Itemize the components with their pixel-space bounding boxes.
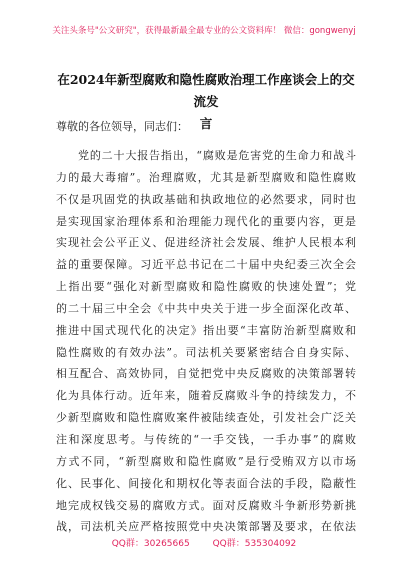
qq-group-2: QQ群：535304092: [212, 539, 297, 549]
body-line: 的二十届三中全会《中共中央关于进一步全面深化改革、: [56, 301, 356, 315]
qq-group-1: QQ群：30265665: [111, 539, 190, 549]
body-line: 是实现国家治理体系和治理能力现代化的重要内容，更是: [56, 214, 356, 228]
title-line: 言: [199, 116, 213, 131]
salutation: 尊敬的各位领导，同志们：: [56, 120, 188, 133]
body-text: [56, 145, 356, 555]
body-line: 少新型腐败和隐性腐败案件被陆续查处，引发社会广泛关: [56, 411, 356, 425]
body-line: 战，司法机关应严格按照党中央决策部署及要求，在依法: [56, 520, 356, 534]
body-line: 党的二十大报告指出，“腐败是危害党的生命力和战斗: [78, 149, 356, 162]
body-line: 力的最大毒瘤”。治理腐败，尤其是新型腐败和隐性腐败: [56, 170, 356, 184]
body-line: 隐性腐败的有效办法”。司法机关要紧密结合自身实际、: [56, 345, 356, 359]
body-line: 注和深度思考。与传统的“一手交钱，一手办事”的腐败: [56, 432, 356, 446]
body-line: 化、民事化、间接化和期权化等表面合法的手段，隐蔽性: [56, 476, 356, 490]
body-line: 不仅是巩固党的执政基础和执政地位的必然要求，同时也: [56, 192, 356, 206]
body-line: 地完成权钱交易的腐败方式。面对反腐败斗争新形势新挑: [56, 498, 356, 512]
body-line: 实现社会公平正义、促进经济社会发展、维护人民根本利: [56, 236, 356, 250]
body-line: 化为具体行动。近年来，随着反腐败斗争的持续发力，不: [56, 389, 356, 403]
title-line: 在2024年新型腐败和隐性腐败治理工作座谈会上的交流发: [57, 72, 355, 109]
body-line: 相互配合、高效协同，自觉把党中央反腐败的决策部署转: [56, 367, 356, 381]
body-line: 推进中国式现代化的决定》指出要“丰富防治新型腐败和: [56, 323, 356, 337]
header-promo-note: 关注头条号"公文研究"，获得最新最全最专业的公文资料库！ 微信：gongwenyj: [52, 26, 356, 36]
body-line: 益的重要保障。习近平总书记在二十届中央纪委三次全会: [56, 258, 356, 272]
body-line: 方式不同，“新型腐败和隐性腐败”是行受贿双方以市场: [56, 454, 356, 468]
footer-qq-groups: [0, 536, 408, 552]
body-line: 上指出要“强化对新型腐败和隐性腐败的快速处置”；党: [56, 280, 356, 294]
